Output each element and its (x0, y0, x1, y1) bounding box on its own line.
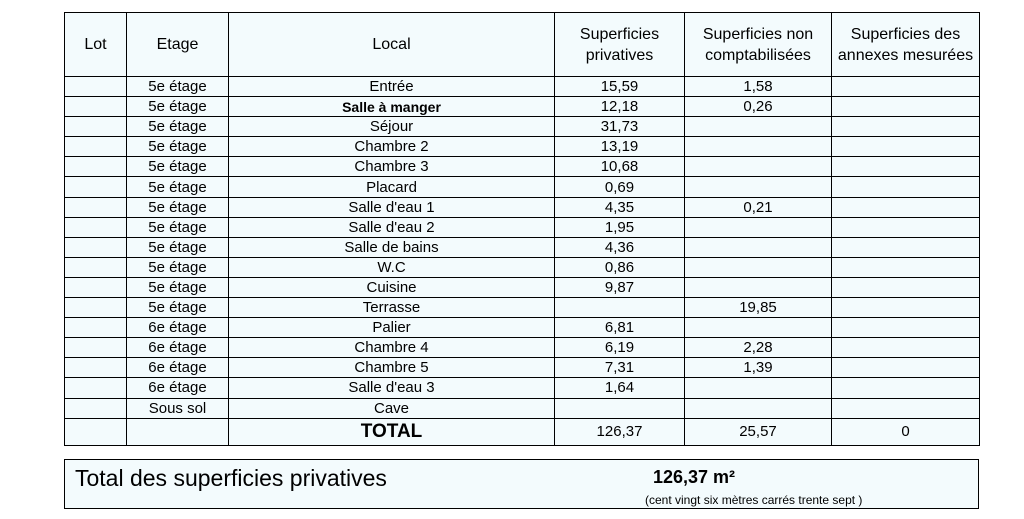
privative-cell: 13,19 (555, 137, 685, 157)
table-row (65, 398, 980, 418)
non-comptabilisee-cell (685, 157, 832, 177)
privative-cell: 6,19 (555, 338, 685, 358)
privative-cell: 9,87 (555, 277, 685, 297)
summary-label: Total des superficies privatives (75, 465, 387, 491)
etage-cell: 5e étage (127, 177, 229, 197)
privative-cell: 1,64 (555, 378, 685, 398)
etage-cell: 6e étage (127, 318, 229, 338)
total-label: TOTAL (229, 418, 555, 445)
non-comptabilisee-cell: 0,26 (685, 97, 832, 117)
privative-cell: 1,95 (555, 217, 685, 237)
privative-cell (555, 298, 685, 318)
table-row (65, 77, 980, 97)
etage-cell: 5e étage (127, 97, 229, 117)
local-cell: Terrasse (229, 298, 555, 318)
annexe-cell (832, 117, 980, 137)
table-row (65, 378, 980, 398)
annexe-cell (832, 77, 980, 97)
lot-cell (65, 97, 127, 117)
etage-cell: 5e étage (127, 298, 229, 318)
table-row (65, 97, 980, 117)
total-non-comptabilisee: 25,57 (685, 418, 832, 445)
lot-cell (65, 277, 127, 297)
annexe-cell (832, 217, 980, 237)
table-row (65, 177, 980, 197)
local-cell: Palier (229, 318, 555, 338)
summary-box (64, 459, 979, 509)
table-row (65, 217, 980, 237)
privative-cell: 15,59 (555, 77, 685, 97)
summary-value: 126,37 m² (653, 467, 736, 487)
non-comptabilisee-cell: 2,28 (685, 338, 832, 358)
etage-cell: Sous sol (127, 398, 229, 418)
table-row (65, 277, 980, 297)
non-comptabilisee-cell (685, 237, 832, 257)
non-comptabilisee-cell: 1,58 (685, 77, 832, 97)
etage-cell: 5e étage (127, 257, 229, 277)
non-comptabilisee-cell (685, 378, 832, 398)
local-cell: Séjour (229, 117, 555, 137)
lot-cell (65, 157, 127, 177)
non-comptabilisee-cell (685, 137, 832, 157)
lot-cell (65, 338, 127, 358)
non-comptabilisee-cell (685, 117, 832, 137)
local-cell: Cave (229, 398, 555, 418)
local-cell: Salle d'eau 1 (229, 197, 555, 217)
non-comptabilisee-cell (685, 398, 832, 418)
annexe-cell (832, 257, 980, 277)
local-cell: Salle à manger (229, 97, 555, 117)
privative-cell (555, 398, 685, 418)
table-row (65, 237, 980, 257)
privative-cell: 0,86 (555, 257, 685, 277)
header-local: Local (229, 13, 555, 77)
annexe-cell (832, 197, 980, 217)
etage-cell: 5e étage (127, 277, 229, 297)
table-row (65, 338, 980, 358)
total-etage-cell (127, 418, 229, 445)
header-annexes: Superficies des annexes mesurées (832, 13, 980, 77)
local-cell: Salle d'eau 3 (229, 378, 555, 398)
lot-cell (65, 77, 127, 97)
etage-cell: 5e étage (127, 217, 229, 237)
lot-cell (65, 137, 127, 157)
table-row (65, 358, 980, 378)
non-comptabilisee-cell: 0,21 (685, 197, 832, 217)
total-lot-cell (65, 418, 127, 445)
annexe-cell (832, 378, 980, 398)
table-row (65, 117, 980, 137)
header-non-comptabilisees: Superficies non comptabilisées (685, 13, 832, 77)
header-etage: Etage (127, 13, 229, 77)
etage-cell: 6e étage (127, 378, 229, 398)
lot-cell (65, 197, 127, 217)
local-cell: Chambre 2 (229, 137, 555, 157)
etage-cell: 5e étage (127, 117, 229, 137)
annexe-cell (832, 338, 980, 358)
annexe-cell (832, 157, 980, 177)
privative-cell: 12,18 (555, 97, 685, 117)
local-cell: Chambre 4 (229, 338, 555, 358)
table-row (65, 197, 980, 217)
annexe-cell (832, 177, 980, 197)
local-cell: Chambre 5 (229, 358, 555, 378)
non-comptabilisee-cell (685, 277, 832, 297)
privative-cell: 10,68 (555, 157, 685, 177)
local-cell: Cuisine (229, 277, 555, 297)
total-annexe: 0 (832, 418, 980, 445)
etage-cell: 5e étage (127, 77, 229, 97)
etage-cell: 6e étage (127, 338, 229, 358)
total-row (65, 418, 980, 445)
local-cell: Entrée (229, 77, 555, 97)
annexe-cell (832, 237, 980, 257)
annexe-cell (832, 298, 980, 318)
local-cell: Chambre 3 (229, 157, 555, 177)
lot-cell (65, 398, 127, 418)
table-row (65, 298, 980, 318)
annexe-cell (832, 318, 980, 338)
etage-cell: 5e étage (127, 137, 229, 157)
table-row (65, 137, 980, 157)
lot-cell (65, 378, 127, 398)
annexe-cell (832, 398, 980, 418)
annexe-cell (832, 358, 980, 378)
non-comptabilisee-cell (685, 217, 832, 237)
lot-cell (65, 257, 127, 277)
header-lot: Lot (65, 13, 127, 77)
lot-cell (65, 318, 127, 338)
total-privative: 126,37 (555, 418, 685, 445)
header-privatives: Superficies privatives (555, 13, 685, 77)
privative-cell: 6,81 (555, 318, 685, 338)
non-comptabilisee-cell: 1,39 (685, 358, 832, 378)
lot-cell (65, 177, 127, 197)
local-cell: Salle de bains (229, 237, 555, 257)
table-row (65, 157, 980, 177)
lot-cell (65, 358, 127, 378)
lot-cell (65, 217, 127, 237)
lot-cell (65, 298, 127, 318)
etage-cell: 5e étage (127, 157, 229, 177)
local-cell: W.C (229, 257, 555, 277)
non-comptabilisee-cell (685, 177, 832, 197)
table-body (65, 77, 980, 419)
non-comptabilisee-cell (685, 318, 832, 338)
local-cell: Salle d'eau 2 (229, 217, 555, 237)
privative-cell: 4,36 (555, 237, 685, 257)
annexe-cell (832, 97, 980, 117)
etage-cell: 5e étage (127, 237, 229, 257)
table-row (65, 257, 980, 277)
lot-cell (65, 237, 127, 257)
surface-table (64, 12, 980, 446)
lot-cell (65, 117, 127, 137)
privative-cell: 4,35 (555, 197, 685, 217)
annexe-cell (832, 277, 980, 297)
summary-words: (cent vingt six mètres carrés trente sept ) (645, 493, 863, 507)
etage-cell: 5e étage (127, 197, 229, 217)
local-cell: Placard (229, 177, 555, 197)
privative-cell: 7,31 (555, 358, 685, 378)
non-comptabilisee-cell: 19,85 (685, 298, 832, 318)
etage-cell: 6e étage (127, 358, 229, 378)
non-comptabilisee-cell (685, 257, 832, 277)
table-row (65, 318, 980, 338)
privative-cell: 31,73 (555, 117, 685, 137)
header-row (65, 13, 980, 77)
privative-cell: 0,69 (555, 177, 685, 197)
annexe-cell (832, 137, 980, 157)
